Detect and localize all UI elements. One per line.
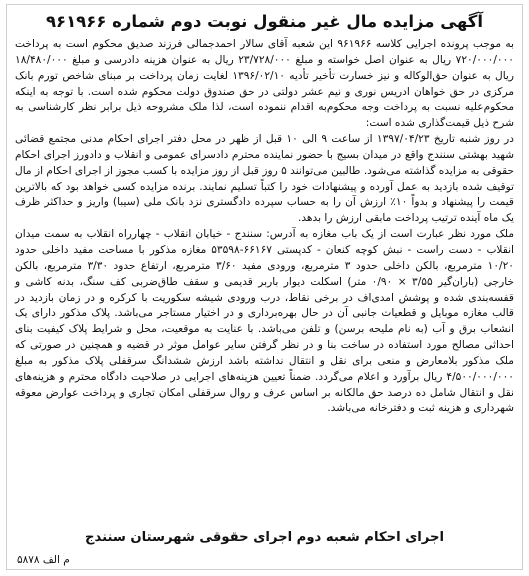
auction-notice: [6, 4, 523, 570]
notice-body: [15, 37, 514, 417]
notice-title: آگهی مزایده مال غیر منقول نوبت دوم شماره ۹۶۱۹۶۶: [45, 12, 484, 31]
notice-paragraph-property-description: ملک مورد نظر عبارت است از یک باب مغازه به آدرس: سنندج - خیابان انقلاب - چهارراه انقلاب به سمت میدان انقلاب - دست راست - نبش کوچه کنعان - کدپستی ۶۶۱۶۷-۵۳۵۹۸ مغازه مذکور با مساحت مفید داخلی حدود ۱۰/۲۰ مترمربع، بالکن داخلی حدود ۳ مترمربع، ورودی مفید ۳/۶۰ مترمربع، ارتفاع حدود ۳/۳۰ مترمربع، بالکن خارجی (باران‌گیر ۳/۵۵ × ۰/۹۰ متر) اسکلت دیوار باربر قدیمی و سقف طاق‌ضربی کف سنگ، بدنه کاشی و قفسه‌بندی شده و پوشش امدی‌اف در برخی نقاط، درب ورودی شیشه سکوریت با کرکره و در زمان بازدید در قالب مغازه موبایل و قطعیات جانبی آن در حال بهره‌برداری و در اختیار مستاجر می‌باشد. پلاک مذکور دارای یک انشعاب برق و آب (به نام ملیحه برسن) و تلفن می‌باشد. با عنایت به موقعیت، محل و شرایط پلاک کیفیت بنای احداثی مصالح مورد استفاده در ساخت بنا و در نظر گرفتن سایر عوامل موثر در قضیه و همچنین در صورتی که ملک مذکور بلامعارض و منعی برای نقل و انتقال نداشته باشد ارزش ششدانگ سرقفلی پلاک مذکور به مبلغ ۴/۵۰۰/۰۰۰/۰۰۰ ریال برآورد و اعلام می‌گردد. ضمناً تعیین هزینه‌های اجرایی در صلاحیت دادگاه محترم و هزینه‌های نقل و انتقال شامل ده درصد حق مالکانه بر اساس عرف و روال سرقفلی امکان تجاری و پرداخت عوارض معوقه شهرداری و هزینه ثبت و دفترخانه می‌باشد.: [15, 228, 514, 415]
notice-paragraph-judgment: به موجب پرونده اجرایی کلاسه ۹۶۱۹۶۶ این شعبه آقای سالار احمدجمالی فرزند صدیق محکوم است به پرداخت ۷۲۰/۰۰۰/۰۰۰ ریال به عنوان اصل خواسته و مبلغ ۲۳/۷۲۸/۰۰۰ ریال به عنوان هزینه دادرسی و مبلغ ۱۸/۴۸۰/۰۰۰ ریال به عنوان حق‌الوکاله و نیز خسارت تأخیر تأدیه ۱۳۹۶/۰۲/۱۰ لغایت زمان پرداخت بر مبنای شاخص تورم بانک مرکزی در حق خواهان ادریس نوری و نیم عشر دولتی در حق صندوق دولت محکوم شده است. با توجه به اینکه محکوم‌علیه نسبت به پرداخت وجه محکوم‌به اقدام ننموده است، لذا ملک مشروحه ذیل برابر نظر کارشناسی به شرح ذیل قیمت‌گذاری شده است:: [15, 38, 515, 130]
notice-paragraph-auction-terms: در روز شنبه تاریخ ۱۳۹۷/۰۴/۲۳ از ساعت ۹ الی ۱۰ قبل از ظهر در محل دفتر اجرای احکام مدنی مجتمع قضائی شهید بهشتی سنندج واقع در میدان بسیج با حضور نماینده محترم دادسرای عمومی و انقلاب و دادورز اجرای احکام حقوقی به مزایده گذاشته می‌شود. طالبین می‌توانند ۵ روز قبل از روز مزایده با کسب مجوز از اجرای احکام از مال توقیف شده بازدید به عمل آورده و پیشنهادات خود را کتباً تسلیم نمایند. برنده مزایده کسی خواهد بود که بالاترین قیمت را پیشنهاد و بدواً ۱۰٪ ارزش آن را به حساب سپرده دادگستری نزد بانک ملی (سیبا) واریز و حداکثر ظرف یک ماه آینده ترتیب پرداخت مابقی ارزش را بدهد.: [15, 133, 515, 225]
notice-reference-number: م الف ۵۸۷۸: [17, 554, 70, 566]
notice-signature: اجرای احکام شعبه دوم اجرای حقوقی شهرستان سنندج: [84, 530, 445, 545]
